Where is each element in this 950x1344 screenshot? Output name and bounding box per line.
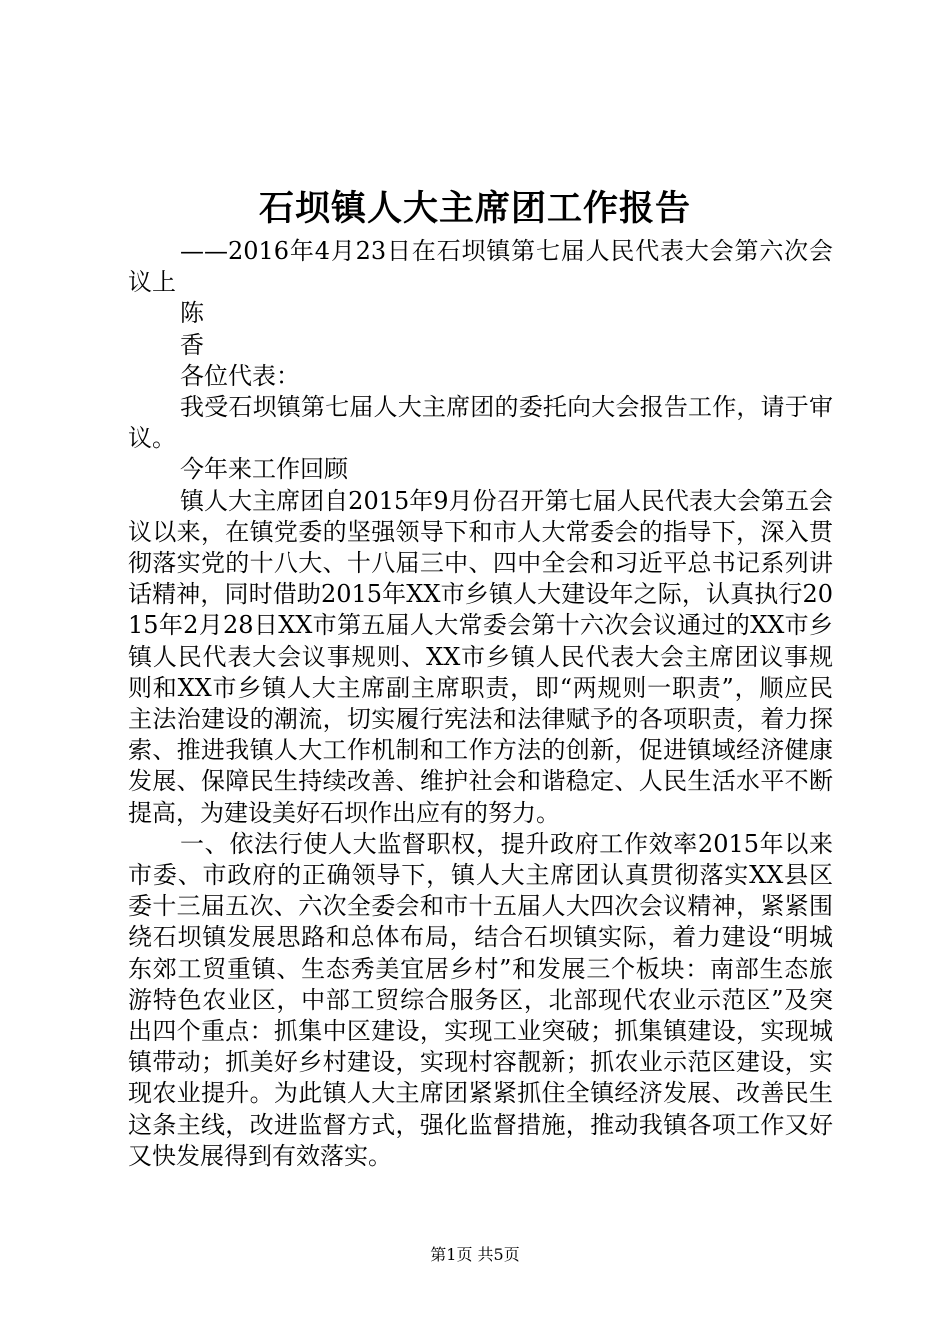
page-footer: 第1页 共5页	[430, 1245, 520, 1264]
body-paragraph: 镇人大主席团自2015年9月份召开第七届人民代表大会第五会议以来，在镇党委的坚强领导下和市人大常委会的指导下，深入贯彻落实党的十八大、十八届三中、四中全会和习近平总书记系列讲话精神，同时借助2015年XX市乡镇人大建设年之际，认真执行2015年2月28日XX市第五届人大常委会第十六次会议通过的XX市乡镇人民代表大会议事规则、XX市乡镇人民代表大会主席团议事规则和XX市乡镇人大主席副主席职责，即“两规则一职责”，顺应民主法治建设的潮流，切实履行宪法和法律赋予的各项职责，着力探索、推进我镇人大工作机制和工作方法的创新，促进镇域经济健康发展、保障民生持续改善、维护社会和谐稳定、人民生活水平不断提高，为建设美好石坝作出应有的努力。	[128, 486, 833, 827]
body-paragraph: 一、依法行使人大监督职权，提升政府工作效率2015年以来市委、市政府的正确领导下，镇人大主席团认真贯彻落实XX县区委十三届五次、六次全委会和市十五届人大四次会议精神，紧紧围绕石坝镇发展思路和总体布局，结合石坝镇实际，着力建设“明城东郊工贸重镇、生态秀美宜居乡村”和发展三个板块：南部生态旅游特色农业区，中部工贸综合服务区，北部现代农业示范区”及突出四个重点：抓集中区建设，实现工业突破；抓集镇建设，实现城镇带动；抓美好乡村建设，实现村容靓新；抓农业示范区建设，实现农业提升。为此镇人大主席团紧紧抓住全镇经济发展、改善民生这条主线，改进监督方式，强化监督措施，推动我镇各项工作又好又快发展得到有效落实。	[128, 829, 833, 1170]
subtitle-paragraph: ——2016年4月23日在石坝镇第七届人民代表大会第六次会议上	[128, 237, 833, 297]
intro-paragraph: 我受石坝镇第七届人大主席团的委托向大会报告工作，请于审议。	[128, 393, 833, 453]
author-line-1: 陈	[180, 299, 204, 328]
document-body	[128, 236, 833, 1172]
author-line-2: 香	[180, 330, 204, 359]
document-title: 石坝镇人大主席团工作报告	[258, 188, 691, 229]
salutation-paragraph: 各位代表：	[180, 361, 300, 390]
section-heading: 今年来工作回顾	[180, 455, 348, 484]
